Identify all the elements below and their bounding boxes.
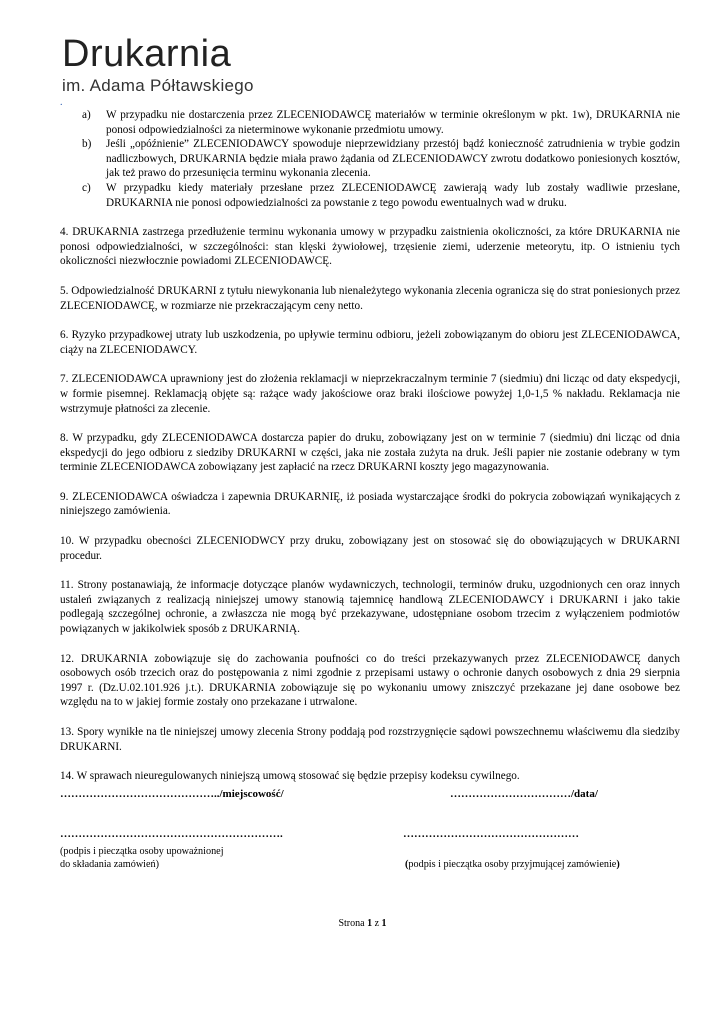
list-item xyxy=(60,108,680,137)
signature-caption-left xyxy=(60,845,224,871)
list-item-text: W przypadku kiedy materiały przesłane przez ZLECENIODAWCĘ zawierają wady lub zostały wadliwie przesłane, DRUKARNIA nie ponosi odpowiedzialności za powstanie z tego powodu ewentualnych wad w druku. xyxy=(106,181,680,209)
list-item-letter: a) xyxy=(82,109,91,121)
list-item-letter: c) xyxy=(82,181,91,194)
list-item xyxy=(60,181,680,210)
place-line: ……………………………………../miejscowość/ xyxy=(60,788,284,800)
document-body xyxy=(60,108,680,784)
caption-right-text: podpis i pieczątka osoby przyjmującej zamówienie xyxy=(408,859,617,870)
footer-prefix: Strona xyxy=(338,918,368,929)
caption-right-open: ( xyxy=(405,859,409,870)
caption-left-line-2: do składania zamówień) xyxy=(60,859,160,870)
list-item-letter: b) xyxy=(82,138,92,151)
paragraph-9: 9. ZLECENIODAWCA oświadcza i zapewnia DRUKARNIĘ, iż posiada wystarczające środki do pokrycia zobowiązań wynikających z niniejszego zamówienia. xyxy=(60,490,680,518)
paragraph-14: 14. W sprawach nieuregulowanych niniejszą umową stosować się będzie przepisy kodeksu cywilnego. xyxy=(60,770,520,783)
paragraph-4: 4. DRUKARNIA zastrzega przedłużenie terminu wykonania umowy w przypadku zaistnienia okoliczności, za które DRUKARNIA nie ponosi odpowiedzialności, w szczególności: stan klęski żywiołowej, trzęsienie ziemi, uderzenie meteorytu, itp. O istnieniu tych okoliczności niezwłocznie powiadomi ZLECENIODAWCĘ. xyxy=(60,226,680,268)
footer-page-total: 1 xyxy=(381,918,387,929)
footer-of: z xyxy=(372,918,382,929)
paragraph-11: 11. Strony postanawiają, że informacje dotyczące planów wydawniczych, technologii, terminów druku, uzgodnionych cen oraz innych ustaleń związanych z realizacją niniejszej umowy stanowią tajemnicę handlową ZLECENIODAWCY i DRUKARNI i jako takie podlegają szczególnej ochronie, a zwłaszcza nie mogą być przekazywane, udostępniane osobom trzecim z wyłączeniem podmiotów powiązanych w jakikolwiek sposób z DRUKARNIĄ. xyxy=(60,579,680,636)
small-mark: . xyxy=(60,97,63,108)
paragraph-8: 8. W przypadku, gdy ZLECENIODAWCA dostarcza papier do druku, zobowiązany jest on w terminie 7 (siedmiu) dni licząc od dnia ekspedycji do jego odbioru z siedziby DRUKARNI w części, jaka nie została zużyta na druk. Jeśli papier nie zostanie odebrany w tym terminie ZLECENIODAWCA zobowiązany jest zapłacić na rzecz DRUKARNI koszty jego magazynowania. xyxy=(60,432,680,474)
paragraph-12: 12. DRUKARNIA zobowiązuje się do zachowania poufności co do treści przekazywanych przez ZLECENIODAWCĘ danych osobowych osób trzecich oraz do postępowania z nimi zgodnie z przepisami ustawy o ochronie danych osobowych z dnia 29 sierpnia 1997 r. (Dz.U.02.101.926 j.t.). DRUKARNIA zobowiązuje się po wykonaniu umowy zniszczyć przekazane jej dane osobowe bez względu na to w jakiej formie zostały ono przekazane i utrwalone. xyxy=(60,652,680,709)
paragraph-13: 13. Spory wynikłe na tle niniejszej umowy zlecenia Strony poddają pod rozstrzygnięcie sądowi powszechnemu właściwemu dla siedziby DRUKARNI. xyxy=(60,726,680,753)
signature-line-right: ………………………………………… xyxy=(403,828,579,840)
date-line: ……………………………/data/ xyxy=(450,788,598,800)
logo-subtitle: im. Adama Półtawskiego xyxy=(62,76,254,95)
paragraph-10: 10. W przypadku obecności ZLECENIODWCY przy druku, zobowiązany jest on stosować się do obowiązujących w DRUKARNI procedur. xyxy=(60,535,680,562)
caption-left-line-1: (podpis i pieczątka osoby upoważnionej xyxy=(60,846,224,857)
paragraph-7: 7. ZLECENIODAWCA uprawniony jest do złożenia reklamacji w nieprzekraczalnym terminie 7 (siedmiu) dni licząc od daty ekspedycji, w formie pisemnej. Reklamacją objęte są: rażące wady jakościowe oraz braki ilościowe powyżej 1,0-1,5 % nakładu. Reklamacja nie wstrzymuje płatności za zlecenie. xyxy=(60,373,680,415)
caption-right-close: ) xyxy=(616,859,620,870)
footer-page-number: 1 xyxy=(367,918,373,929)
list-item xyxy=(60,137,680,181)
list-item-text: Jeśli „opóźnienie” ZLECENIODAWCY spowoduje nieprzewidziany przestój bądź konieczność zatrudnienia w trybie godzin nadliczbowych, DRUKARNIA będzie miała prawo żądania od ZLECENIODAWCY zwrotu dodatkowo poniesionych kosztów, jak też prawo do przesunięcia terminu wykonania zlecenia. xyxy=(106,138,680,180)
logo-title: Drukarnia xyxy=(62,33,232,75)
list-item-text: W przypadku nie dostarczenia przez ZLECENIODAWCĘ materiałów w terminie określonym w pkt. 1w), DRUKARNIA nie ponosi odpowiedzialności za nieterminowe wykonanie przedmiotu umowy. xyxy=(106,109,680,136)
signature-line-left: ……………………………………………………. xyxy=(60,828,283,840)
logo xyxy=(62,34,254,96)
signature-caption-right xyxy=(405,858,620,871)
paragraph-5: 5. Odpowiedzialność DRUKARNI z tytułu niewykonania lub nienależytego wykonania zlecenia ogranicza się do strat poniesionych przez ZLECENIODAWCĘ, w rozmiarze nie przekraczającym ceny netto. xyxy=(60,284,680,312)
page-footer xyxy=(0,918,725,929)
paragraph-6: 6. Ryzyko przypadkowej utraty lub uszkodzenia, po upływie terminu odbioru, jeżeli zobowiązanym do obioru jest ZLECENIODAWCA, ciąży na ZLECENIODAWCY. xyxy=(60,329,680,356)
